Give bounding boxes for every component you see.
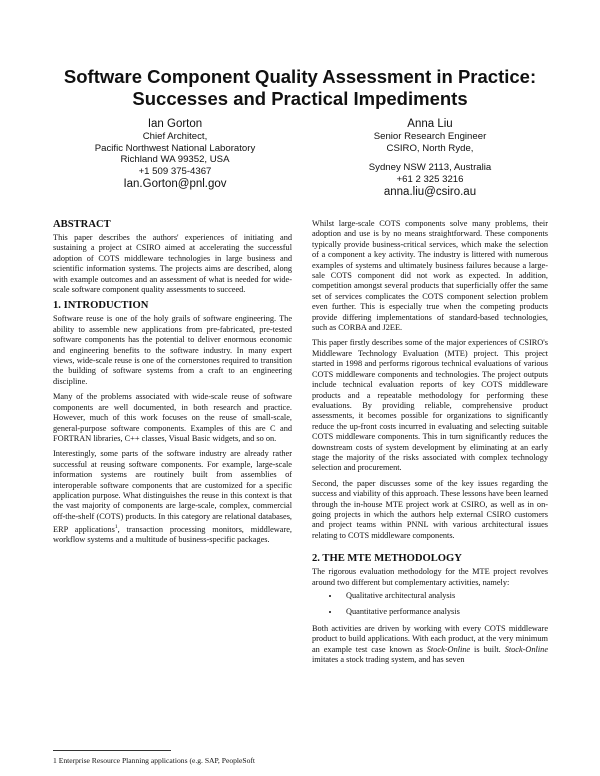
mte-p2-text-c: imitates a stock trading system, and has seven xyxy=(312,655,465,665)
author-role: Senior Research Engineer xyxy=(373,131,487,142)
paper-title xyxy=(40,66,560,110)
intro-paragraph-1: Software reuse is one of the holy grails of software engineering. The ability to assemble new applications from pre-fabricated, pre-tested software components has the potential to deliver enormous economic and engineering benefits to the software industry. In many expert views, wide-scale reuse is one of the cornerstones required to transition the building of software systems from a craft to an engineering discipline. xyxy=(53,314,292,386)
body-paragraph-2: This paper firstly describes some of the major experiences of CSIRO's Middleware Technology Evaluation (MTE) project. This project started in 1998 and performs rigorous technical evaluations of various COTS middleware components and technologies. The project outputs include technical evaluation reports of key COTS middleware products and a repeatable methodology for performing these evaluations. By providing reliable, comprehensive product assessments, it becomes possible for organizations to significantly reduce the up-front costs incurred in evaluating and selecting suitable COTS middleware components. This in turn significantly reduces the downstream costs of system development by eliminating at an early stage the majority of the risks associated with complex technology selection and procurement. xyxy=(312,338,548,473)
list-item: • Quantitative performance analysis xyxy=(340,607,548,617)
abstract-text: This paper describes the authors' experiences of initiating and sustaining a project at CSIRO aimed at accelerating the successful adoption of COTS middleware technologies in large business and scientific information systems. The projects aims are described, along with example outcomes and an assessment of what is needed for wide-scale software component quality assessments to succeed. xyxy=(53,233,292,295)
author-block-2 xyxy=(330,118,530,199)
mte-methodology-heading: 2. THE MTE METHODOLOGY xyxy=(312,553,462,565)
footnote: 1 Enterprise Resource Planning applications (e.g. SAP, PeopleSoft xyxy=(53,756,256,765)
author-name: Anna Liu xyxy=(407,118,453,130)
intro-paragraph-2: Many of the problems associated with wide-scale reuse of software components are well documented, in both research and practice. However, much of this work focuses on the reuse of small-scale, general-purpose software components. Examples of this are C and FORTRAN libraries, C++ classes, Visual Basic widgets, and so on. xyxy=(53,392,292,443)
right-column xyxy=(312,219,548,670)
author-block-1 xyxy=(75,118,275,191)
introduction-heading: 1. INTRODUCTION xyxy=(53,300,149,312)
abstract-heading: ABSTRACT xyxy=(53,219,111,230)
body-paragraph-3: Second, the paper discusses some of the key issues regarding the success and viability of this approach. These lessons have been learned through the in-house MTE project work at CSIRO, as well as in on-going projects in which the authors help external CSIRO customers and project teams within PNNL with various architectural issues relating to COTS middleware components. xyxy=(312,478,549,540)
intro-paragraph-3 xyxy=(53,449,292,545)
mte-paragraph-2 xyxy=(312,624,548,666)
mte-p2-text-b: is built. xyxy=(470,644,505,654)
author-phone: +61 2 325 3216 xyxy=(396,173,464,185)
author-email[interactable]: Ian.Gorton@pnl.gov xyxy=(123,178,227,191)
author-org: CSIRO, North Ryde, xyxy=(386,142,474,154)
body-paragraph-1: Whilst large-scale COTS components solve many problems, their adoption and use is by no means straightforward. These components typically provide business-critical services, which make the selection of a component a key activity. The industry is littered with numerous examples of systems and ultimately business failures because a large-sale COTS component did not work as expected. In addition, competition amongst several products that superficially offer the same set of services complicates the COTS component selection problem even further. This is especially true when the competing products provide differing implementations of standard-based technologies, such as CORBA and J2EE. xyxy=(312,219,548,333)
author-city: Sydney NSW 2113, Australia xyxy=(368,162,492,174)
title-line-1: Software Component Quality Assessment in Practice: xyxy=(63,66,537,87)
intro-p3-text-a: Interestingly, some parts of the software industry are already rather successful at reusing software components. For example, large-scale information systems are routinely built from assemblies of interoperable software components that are customized for a specific application purpose. What distinguishes the reuse in this context is that the vast majority of components are large-scale, complex, commercial off-the-shelf (COTS) products. In this category are relational databases, ERP applications xyxy=(53,449,292,534)
title-line-2: Successes and Practical Impediments xyxy=(132,88,468,109)
author-role: Chief Architect, xyxy=(142,131,208,142)
author-name: Ian Gorton xyxy=(147,118,203,130)
stock-online-term: Stock-Online xyxy=(504,644,548,654)
mte-paragraph-1: The rigorous evaluation methodology for the MTE project revolves around two different but complementary activities, namely: xyxy=(312,567,548,587)
stock-online-term: Stock-Online xyxy=(426,644,471,654)
intro-p3-text-b: , transaction processing monitors, middleware, workflow systems and a multitude of business-specific packages. xyxy=(53,524,292,545)
mte-p2-text-a: Both activities are driven by working with every COTS middleware product to build applications. With each product, at the very minimum an example test case known as xyxy=(312,623,548,654)
methodology-list xyxy=(312,591,548,618)
left-column xyxy=(53,219,292,551)
author-email[interactable]: anna.liu@csiro.au xyxy=(383,186,477,199)
footnote-rule xyxy=(53,750,171,751)
author-city: Richland WA 99352, USA xyxy=(120,154,230,166)
footnote-marker: 1 xyxy=(114,524,118,531)
list-item: • Qualitative architectural analysis xyxy=(340,591,548,601)
author-phone: +1 509 375-4367 xyxy=(138,165,212,177)
author-org: Pacific Northwest National Laboratory xyxy=(94,142,256,154)
